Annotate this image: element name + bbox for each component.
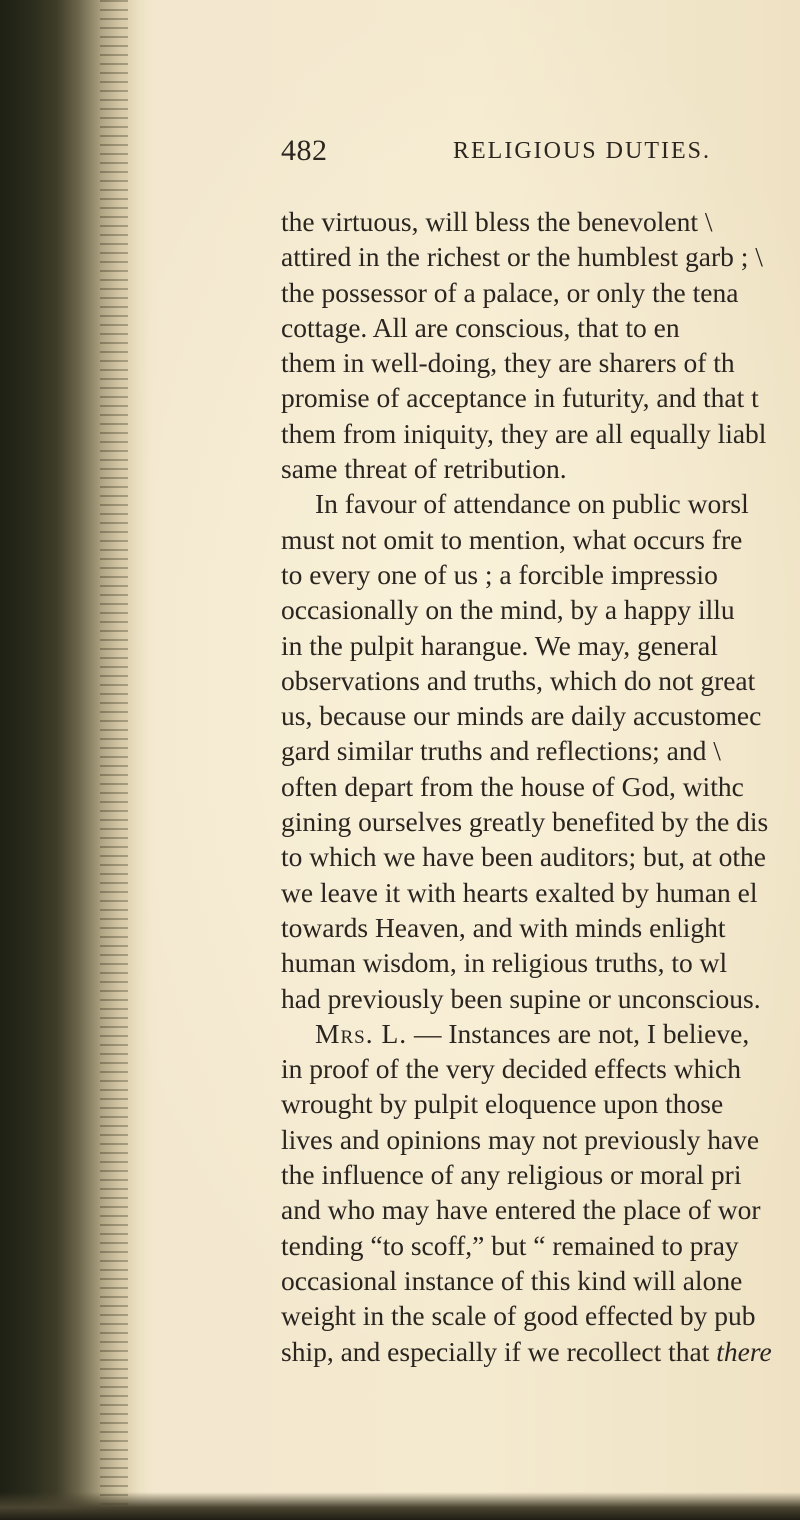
text-line: in the pulpit harangue. We may, general xyxy=(281,629,718,661)
text-line: often depart from the house of God, withc xyxy=(281,770,744,802)
last-line xyxy=(281,1334,800,1369)
text-line: cottage. All are conscious, that to en xyxy=(281,311,680,343)
speaker-name: Mrs. L. xyxy=(315,1017,408,1049)
page-number: 482 xyxy=(281,134,328,167)
text-line: us, because our minds are daily accustomec xyxy=(281,700,762,732)
text-line: must not omit to mention, what occurs fre xyxy=(281,523,743,555)
text-line: weight in the scale of good effected by pub xyxy=(281,1300,756,1332)
text-line: — Instances are not, I believe, xyxy=(414,1017,750,1049)
page-edges xyxy=(100,0,128,1520)
text-line: to which we have been auditors; but, at othe xyxy=(281,841,766,873)
text-line: occasionally on the mind, by a happy illu xyxy=(281,594,735,626)
text-line: occasional instance of this kind will alone xyxy=(281,1264,743,1296)
text-line: In favour of attendance on public worsl xyxy=(315,488,749,520)
text-line: wrought by pulpit eloquence upon those xyxy=(281,1088,724,1120)
text-line: ship, and especially if we recollect that xyxy=(281,1335,717,1367)
text-line: attired in the richest or the humblest garb ; \ xyxy=(281,241,763,273)
text-line: them from iniquity, they are all equally liabl xyxy=(281,417,767,449)
text-line: gining ourselves greatly benefited by the dis xyxy=(281,806,769,838)
text-line: the virtuous, will bless the benevolent \ xyxy=(281,206,713,237)
text-line: gard similar truths and reflections; and \ xyxy=(281,735,721,767)
running-head: RELIGIOUS DUTIES. xyxy=(453,138,711,164)
text-line: the possessor of a palace, or only the tena xyxy=(281,276,739,308)
text-line: tending “to scoff,” but “ remained to pray xyxy=(281,1229,739,1261)
text-line: lives and opinions may not previously have xyxy=(281,1123,760,1155)
italic-word: there xyxy=(716,1335,772,1367)
text-line: human wisdom, in religious truths, to wl xyxy=(281,947,728,979)
text-line: in proof of the very decided effects which xyxy=(281,1053,741,1085)
bottom-page-edge xyxy=(0,1492,800,1520)
body-text xyxy=(281,204,800,1369)
text-line: them in well-doing, they are sharers of th xyxy=(281,347,735,379)
text-line: had previously been supine or unconscious. xyxy=(281,982,761,1014)
text-line: towards Heaven, and with minds enlight xyxy=(281,911,726,943)
text-line: the influence of any religious or moral pri xyxy=(281,1159,742,1191)
text-line: to every one of us ; a forcible impressio xyxy=(281,558,718,590)
text-line: promise of acceptance in futurity, and that t xyxy=(281,382,759,414)
text-line: same threat of retribution. xyxy=(281,453,567,485)
text-line: we leave it with hearts exalted by human el xyxy=(281,876,758,908)
text-line: and who may have entered the place of wor xyxy=(281,1194,761,1226)
speaker-line xyxy=(281,1016,800,1051)
text-line: observations and truths, which do not great xyxy=(281,664,756,696)
